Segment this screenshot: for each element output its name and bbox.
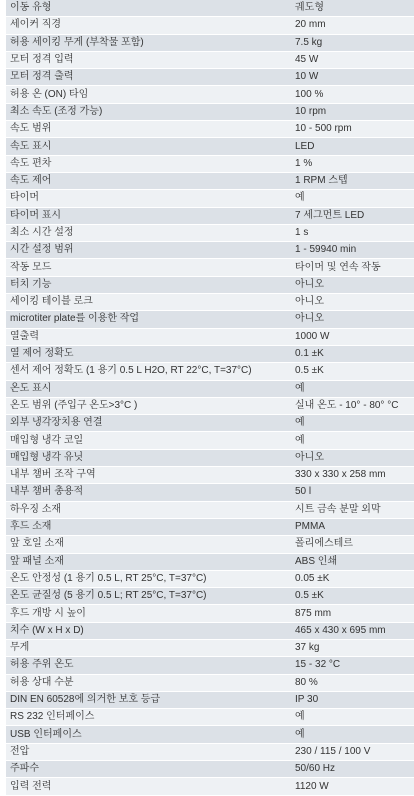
spec-value: 1 % [291,155,414,172]
spec-row [6,778,414,795]
spec-value: LED [291,138,414,155]
spec-label: 내부 챔버 총용적 [6,484,291,501]
spec-row [6,103,414,120]
spec-value: 465 x 430 x 695 mm [291,622,414,639]
spec-label: 속도 편차 [6,155,291,172]
spec-value: 0.5 ±K [291,588,414,605]
spec-value: 예 [291,726,414,743]
spec-value: 타이머 및 연속 작동 [291,259,414,276]
spec-row [6,190,414,207]
spec-row [6,432,414,449]
spec-row [6,726,414,743]
spec-row [6,311,414,328]
spec-label: USB 인터페이스 [6,726,291,743]
spec-label: 세이킹 테이블 로크 [6,294,291,311]
spec-value: 아니오 [291,294,414,311]
spec-label: 최소 시간 설정 [6,224,291,241]
spec-value: 0.5 ±K [291,363,414,380]
spec-value: 예 [291,432,414,449]
spec-value: 45 W [291,51,414,68]
spec-label: 온도 범위 (주입구 온도>3°C ) [6,397,291,414]
spec-row [6,449,414,466]
spec-row [6,34,414,51]
spec-row [6,207,414,224]
spec-label: 후드 소재 [6,518,291,535]
spec-row [6,242,414,259]
spec-value: 시트 금속 분말 외막 [291,501,414,518]
spec-label: 최소 속도 (조정 가능) [6,103,291,120]
spec-label: 허용 상대 수분 [6,674,291,691]
spec-label: 외부 냉각장치용 연결 [6,415,291,432]
spec-label: 온도 균질성 (5 용기 0.5 L; RT 25°C, T=37°C) [6,588,291,605]
spec-label: 후드 개방 시 높이 [6,605,291,622]
spec-value: 1120 W [291,778,414,795]
spec-row [6,121,414,138]
specifications-table [6,0,414,796]
spec-label: 허용 온 (ON) 타임 [6,86,291,103]
spec-value: 20 mm [291,17,414,34]
spec-label: 치수 (W x H x D) [6,622,291,639]
spec-row [6,363,414,380]
spec-label: 작동 모드 [6,259,291,276]
spec-row [6,709,414,726]
spec-label: RS 232 인터페이스 [6,709,291,726]
spec-label: 이동 유형 [6,0,291,17]
spec-value: 330 x 330 x 258 mm [291,467,414,484]
spec-value: 0.05 ±K [291,570,414,587]
spec-row [6,484,414,501]
spec-value: 1 s [291,224,414,241]
spec-value: 아니오 [291,311,414,328]
spec-row [6,761,414,778]
spec-value: 예 [291,190,414,207]
spec-label: 열 제어 정확도 [6,345,291,362]
spec-label: microtiter plate를 이용한 작업 [6,311,291,328]
spec-row [6,294,414,311]
spec-row [6,639,414,656]
spec-row [6,380,414,397]
spec-value: 예 [291,709,414,726]
spec-row [6,518,414,535]
spec-label: 입력 전력 [6,778,291,795]
spec-row [6,674,414,691]
spec-row [6,415,414,432]
spec-row [6,69,414,86]
spec-value: 15 - 32 °C [291,657,414,674]
spec-label: 주파수 [6,761,291,778]
spec-label: 허용 주위 온도 [6,657,291,674]
spec-row [6,86,414,103]
spec-row [6,328,414,345]
spec-label: DIN EN 60528에 의거한 보호 등급 [6,691,291,708]
spec-value: 1 - 59940 min [291,242,414,259]
spec-row [6,155,414,172]
spec-row [6,276,414,293]
spec-value: PMMA [291,518,414,535]
spec-value: 아니오 [291,449,414,466]
spec-row [6,259,414,276]
spec-label: 모터 정격 입력 [6,51,291,68]
spec-label: 터치 기능 [6,276,291,293]
spec-row [6,536,414,553]
spec-value: ABS 인쇄 [291,553,414,570]
spec-label: 열출력 [6,328,291,345]
spec-value: 예 [291,415,414,432]
spec-row [6,397,414,414]
spec-label: 무게 [6,639,291,656]
spec-label: 속도 표시 [6,138,291,155]
spec-row [6,588,414,605]
spec-label: 전압 [6,743,291,760]
spec-value: 50 l [291,484,414,501]
spec-label: 내부 챔버 조작 구역 [6,467,291,484]
spec-label: 하우징 소재 [6,501,291,518]
spec-row [6,691,414,708]
spec-row [6,467,414,484]
spec-row [6,570,414,587]
spec-label: 매입형 냉각 코일 [6,432,291,449]
spec-row [6,501,414,518]
spec-value: 10 W [291,69,414,86]
spec-value: 0.1 ±K [291,345,414,362]
spec-value: 10 rpm [291,103,414,120]
spec-row [6,345,414,362]
spec-row [6,224,414,241]
spec-label: 앞 패널 소재 [6,553,291,570]
specifications-body [6,0,414,795]
spec-value: 230 / 115 / 100 V [291,743,414,760]
spec-value: 37 kg [291,639,414,656]
spec-row [6,622,414,639]
spec-row [6,605,414,622]
spec-value: 실내 온도 - 10° - 80° °C [291,397,414,414]
spec-value: 7 세그먼트 LED [291,207,414,224]
spec-label: 온도 안정성 (1 용기 0.5 L, RT 25°C, T=37°C) [6,570,291,587]
spec-value: 폴리에스테르 [291,536,414,553]
spec-value: 1 RPM 스텝 [291,172,414,189]
spec-label: 속도 제어 [6,172,291,189]
spec-value: IP 30 [291,691,414,708]
spec-label: 모터 정격 출력 [6,69,291,86]
spec-value: 예 [291,380,414,397]
spec-value: 100 % [291,86,414,103]
spec-label: 센서 제어 정확도 (1 용기 0.5 L H2O, RT 22°C, T=37°C) [6,363,291,380]
spec-value: 아니오 [291,276,414,293]
spec-label: 시간 설정 범위 [6,242,291,259]
spec-label: 앞 호일 소재 [6,536,291,553]
spec-label: 세이커 직경 [6,17,291,34]
spec-value: 1000 W [291,328,414,345]
spec-row [6,0,414,17]
spec-value: 7.5 kg [291,34,414,51]
spec-label: 매입형 냉각 유닛 [6,449,291,466]
spec-value: 50/60 Hz [291,761,414,778]
spec-row [6,172,414,189]
spec-label: 허용 세이킹 무게 (부착물 포함) [6,34,291,51]
spec-label: 온도 표시 [6,380,291,397]
spec-row [6,17,414,34]
spec-row [6,553,414,570]
spec-label: 타이머 [6,190,291,207]
spec-value: 10 - 500 rpm [291,121,414,138]
spec-row [6,657,414,674]
spec-value: 875 mm [291,605,414,622]
spec-row [6,743,414,760]
spec-value: 궤도형 [291,0,414,17]
spec-label: 타이머 표시 [6,207,291,224]
spec-label: 속도 범위 [6,121,291,138]
spec-row [6,51,414,68]
spec-row [6,138,414,155]
spec-value: 80 % [291,674,414,691]
